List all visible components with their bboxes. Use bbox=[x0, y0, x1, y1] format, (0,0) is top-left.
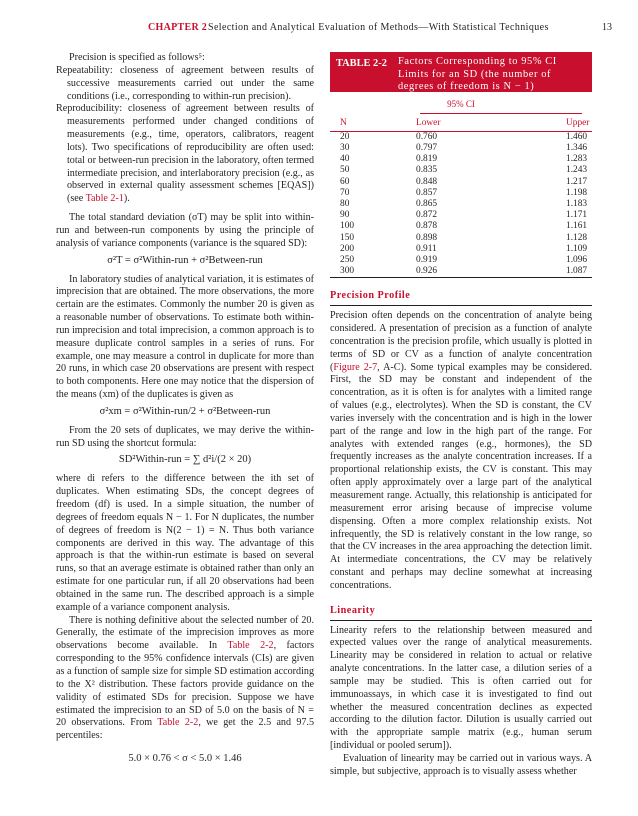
cell-n: 30 bbox=[340, 142, 350, 153]
duplicates-paragraph: From the 20 sets of duplicates, we may derive the within-run SD using the shortcut formula: bbox=[56, 424, 314, 449]
table-row bbox=[330, 165, 592, 176]
reproducibility-text: closeness of agreement between results of measurements performed under changed conditions of measurements (e.g., time, operators, calibrators, reagent lots). Two specifications of reproducibility are often used: total or between-run precision in the laboratory, often termed intermediate precision, and interlaboratory precision (e.g., as observed in external quality assessment schemes [EQAS]) (see bbox=[67, 103, 314, 205]
cell-upper: 1.128 bbox=[566, 232, 588, 243]
cell-n: 100 bbox=[340, 221, 355, 232]
table-caption: Factors Corresponding to 95% CI Limits for an SD (the number of degrees of freedom is N − 1) bbox=[398, 56, 557, 92]
chapter-title: Selection and Analytical Evaluation of Methods—With Statistical Techniques bbox=[208, 22, 549, 33]
table-2-2-link[interactable]: Table 2-2 bbox=[227, 640, 274, 652]
degrees-of-freedom-paragraph: where di refers to the difference between the ith set of duplicates. When estimating SDs, the concept degrees of freedom (df) is used. In a simple situation, the number of degrees of freedom equals N − 1. For N duplicates, the number of degrees of freedom is N(2 − 1) = N. Thus both variance components are derived in this way. The advantage of this approach is that the within-run estimate is based on several runs, so that an average estimate is obtained rather than only an estimate for one particular run, if all 20 observations had been obtained in the same run. The described approach is a simple example of a variance component analysis. bbox=[56, 473, 314, 613]
cell-upper: 1.183 bbox=[566, 198, 588, 209]
sample-size-paragraph bbox=[56, 615, 314, 743]
table-row bbox=[330, 143, 592, 154]
table-row bbox=[330, 233, 592, 244]
cell-lower: 0.898 bbox=[416, 232, 438, 243]
col-upper-header: Upper bbox=[566, 117, 590, 128]
cell-n: 80 bbox=[340, 198, 350, 209]
cell-upper: 1.109 bbox=[566, 243, 588, 254]
cell-n: 40 bbox=[340, 154, 350, 165]
cell-lower: 0.819 bbox=[416, 154, 438, 165]
table-row bbox=[330, 188, 592, 199]
cell-n: 300 bbox=[340, 266, 355, 277]
running-header bbox=[0, 22, 638, 36]
cell-n: 50 bbox=[340, 165, 350, 176]
cell-n: 250 bbox=[340, 254, 355, 265]
precision-intro: Precision is specified as follows⁵: bbox=[69, 52, 205, 63]
cell-lower: 0.835 bbox=[416, 165, 438, 176]
table-row bbox=[330, 255, 592, 266]
table-2-1-link[interactable]: Table 2-1 bbox=[85, 193, 124, 205]
col-lower-header: Lower bbox=[416, 117, 441, 128]
equation-duplicate-means: σ²xm = σ²Within-run/2 + σ²Between-run bbox=[99, 405, 271, 417]
table-row bbox=[330, 221, 592, 232]
table-row bbox=[330, 199, 592, 210]
table-header-row bbox=[330, 114, 592, 131]
linearity-paragraph-1: Linearity refers to the relationship between measured and expected values over the range of analytical measurements. Linearity may be considered in relation to actual or relative analyte concentrations. In the latter case, a dilution series of a sample may be studied. This is often carried out for immunoassays, in which case it is investigated to find out whether the measured concentration declines as expected according to the dilution factor. Dilution is usually carried out with the appropriate sample matrix (e.g., human serum [individual or pooled serum]). bbox=[330, 624, 592, 752]
cell-upper: 1.243 bbox=[566, 165, 588, 176]
cell-n: 200 bbox=[340, 243, 355, 254]
repeatability-label: Repeatability: bbox=[56, 64, 113, 76]
cell-lower: 0.911 bbox=[416, 243, 437, 254]
ci-factor-table bbox=[330, 114, 592, 278]
table-body bbox=[330, 131, 592, 278]
cell-lower: 0.848 bbox=[416, 176, 438, 187]
cell-upper: 1.096 bbox=[566, 254, 588, 265]
cell-upper: 1.161 bbox=[566, 221, 588, 232]
table-row bbox=[330, 210, 592, 221]
page-number: 13 bbox=[602, 22, 612, 33]
cell-upper: 1.460 bbox=[566, 131, 588, 142]
cell-n: 150 bbox=[340, 232, 355, 243]
table-row bbox=[330, 131, 592, 143]
left-column bbox=[56, 52, 314, 772]
cell-n: 20 bbox=[340, 131, 350, 142]
precision-profile-text-b: , A-C). Some typical examples may be considered. First, the SD may be constant and independent of the concentration, as it is often is for analytes with a limited range of values (e.g., electrolytes). When the SD is constant, the CV varies inversely with the concentration and is high in the lower part of the range and low in the high part of the range. For analytes with extended ranges (e.g., hormones), the SD frequently increases as the analyte concentration increases. If a proportional relationship exists, the CV is constant. This may often apply approximately over a large part of the analytical measurement range. Actually, this relationship is anticipated for measurement error arising because of imprecise volume dispensing. Often a more complex relationship exists. Not infrequently, the SD is relatively constant in the low range, so that the CV increases in the area approaching the detection limit. At intermediate concentrations, the CV may be relatively constant and perhaps may decline somewhat at increasing concentrations. bbox=[330, 361, 592, 591]
table-row bbox=[330, 244, 592, 255]
equation-total-variance: σ²T = σ²Within-run + σ²Between-run bbox=[107, 254, 263, 266]
cell-lower: 0.926 bbox=[416, 266, 438, 277]
reproducibility-definition bbox=[56, 103, 314, 206]
table-row bbox=[330, 177, 592, 188]
cell-lower: 0.760 bbox=[416, 131, 438, 142]
variance-paragraph: The total standard deviation (σT) may be split into within-run and between-run components by using the principle of analysis of variance components (variance is the squared SD): bbox=[56, 212, 314, 249]
cell-upper: 1.087 bbox=[566, 266, 588, 277]
cell-upper: 1.283 bbox=[566, 154, 588, 165]
reproducibility-text-end: ). bbox=[123, 193, 130, 205]
chapter-label: CHAPTER 2 bbox=[148, 22, 208, 33]
cell-upper: 1.171 bbox=[566, 210, 588, 221]
table-caption-bar bbox=[330, 52, 592, 92]
cell-lower: 0.878 bbox=[416, 221, 438, 232]
cell-lower: 0.865 bbox=[416, 198, 438, 209]
sample-size-text-c: , we get the 2.5 and 97.5 percentiles: bbox=[56, 717, 314, 742]
cell-upper: 1.346 bbox=[566, 142, 588, 153]
table-tag: TABLE 2-2 bbox=[336, 58, 387, 69]
cell-lower: 0.872 bbox=[416, 210, 438, 221]
equation-within-run-sd: SD²Within-run = ∑ d²i/(2 × 20) bbox=[118, 454, 252, 466]
sample-size-text-b: , factors corresponding to the 95% confidence intervals (CIs) are given as a function of sample size for simple SD estimation according to the X² distribution. These factors provide guidance on the validity of estimated SDs for precision. Suppose we have estimated the imprecision to an SD of 5.0 on the basis of N = 20 observations. From bbox=[56, 640, 314, 729]
sample-size-text-a: There is nothing definitive about the selected number of 20. Generally, the estimate of the imprecision improves as more observations become available. In bbox=[56, 614, 314, 652]
repeatability-definition bbox=[56, 65, 314, 104]
precision-profile-text-a: Precision often depends on the concentration of analyte being considered. A presentation of precision as a function of analyte concentration is the precision profile, which usually is plotted in terms of SD or CV as a function of analyte concentration ( bbox=[330, 310, 592, 373]
repeatability-text: closeness of agreement between results of successive measurements carried out under the same conditions (i.e., corresponding to within-run precision). bbox=[67, 64, 314, 102]
precision-profile-paragraph bbox=[330, 310, 592, 593]
cell-upper: 1.217 bbox=[566, 176, 588, 187]
figure-2-7-link[interactable]: Figure 2-7 bbox=[333, 361, 378, 373]
table-2-2-link-2[interactable]: Table 2-2 bbox=[157, 717, 199, 729]
cell-lower: 0.919 bbox=[416, 254, 438, 265]
col-n-header: N bbox=[340, 117, 347, 128]
precision-profile-heading: Precision Profile bbox=[330, 290, 592, 306]
cell-upper: 1.198 bbox=[566, 187, 588, 198]
table-row bbox=[330, 266, 592, 278]
cell-n: 60 bbox=[340, 176, 350, 187]
linearity-paragraph-2: Evaluation of linearity may be carried out in various ways. A simple, but subjective, approach is to visually assess whether bbox=[330, 753, 592, 777]
table-row bbox=[330, 154, 592, 165]
ci-label: 95% CI bbox=[447, 99, 475, 109]
right-column bbox=[330, 52, 592, 779]
reproducibility-label: Reproducibility: bbox=[56, 103, 123, 115]
cell-lower: 0.857 bbox=[416, 187, 438, 198]
lab-studies-paragraph: In laboratory studies of analytical variation, it is estimates of imprecision that are obtained. The more observations, the more certain are the estimates. Commonly the number 20 is given as a reasonable number of observations. To estimate both within-run imprecision and total imprecision, a common approach is to measure duplicate control samples in a series of runs. For example, one may measure a control in duplicate for more than 20 runs, in which case 20 observations are present with respect to both components. Here one may notice that the dispersion of the means (xm) of the duplicates is given as bbox=[56, 273, 314, 401]
cell-lower: 0.797 bbox=[416, 142, 438, 153]
cell-n: 70 bbox=[340, 187, 350, 198]
cell-n: 90 bbox=[340, 210, 350, 221]
equation-percentiles: 5.0 × 0.76 < σ < 5.0 × 1.46 bbox=[128, 753, 242, 765]
linearity-heading: Linearity bbox=[330, 605, 592, 621]
